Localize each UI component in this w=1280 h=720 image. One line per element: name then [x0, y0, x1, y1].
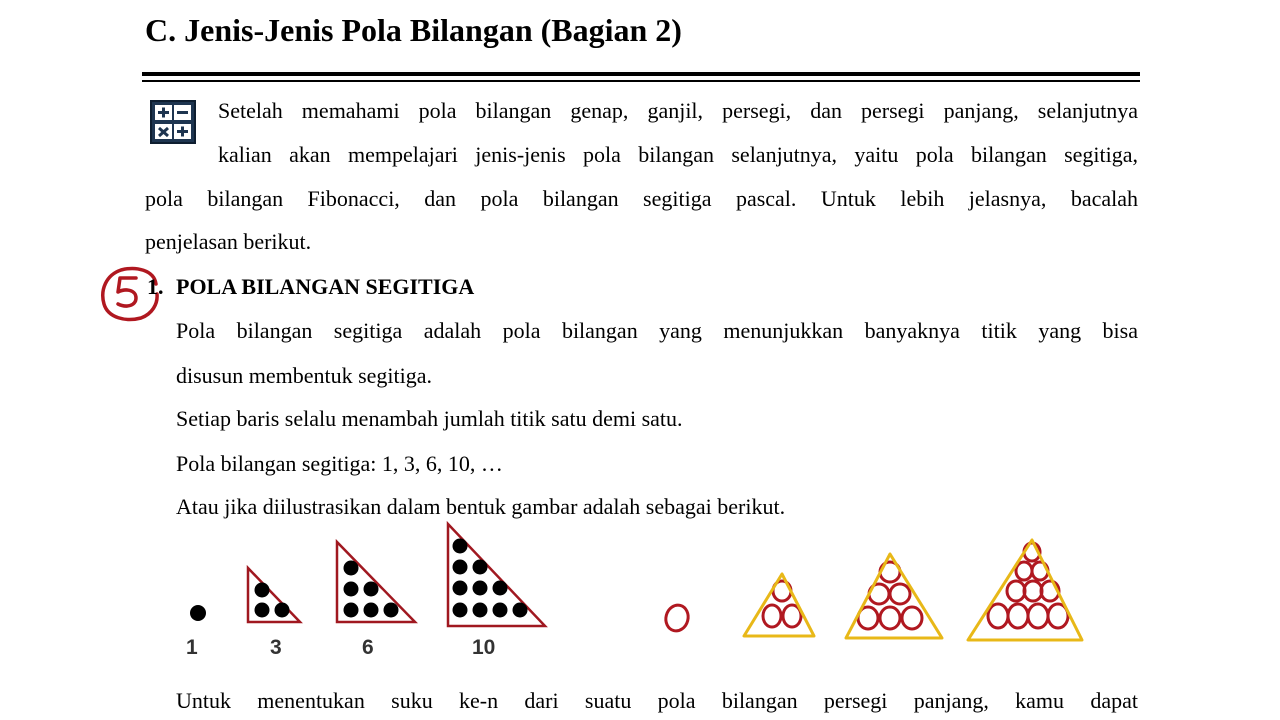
dot: [513, 603, 528, 618]
figure-label-3: 3: [270, 636, 282, 659]
dot: [453, 603, 468, 618]
intro-line-2: kalian akan mempelajari jenis-jenis pola bilangan selanjutnya, yaitu pola bilangan segitiga,: [218, 142, 1138, 167]
dot: [384, 603, 399, 618]
dot: [453, 539, 468, 554]
subsection-number: 1.: [147, 274, 164, 299]
dot: [473, 603, 488, 618]
intro-line-3: pola bilangan Fibonacci, dan pola bilangan segitiga pascal. Untuk lebih jelasnya, bacalah: [145, 186, 1138, 211]
definition-line-1: Pola bilangan segitiga adalah pola bilangan yang menunjukkan banyaknya titik yang bisa: [176, 318, 1138, 343]
dot: [275, 603, 290, 618]
rule-text: Setiap baris selalu menambah jumlah titik satu demi satu.: [176, 406, 683, 431]
illustration-intro: Atau jika diilustrasikan dalam bentuk gambar adalah sebagai berikut.: [176, 494, 786, 519]
dot: [473, 581, 488, 596]
dot: [344, 561, 359, 576]
dot: [453, 560, 468, 575]
figure-label-1: 1: [186, 636, 198, 659]
dot: [473, 560, 488, 575]
definition-line-2: disusun membentuk segitiga.: [176, 363, 433, 388]
intro-line-1: Setelah memahami pola bilangan genap, ganjil, persegi, dan persegi panjang, selanjutnya: [218, 98, 1138, 123]
figure-label-6: 6: [362, 636, 374, 659]
figure-label-10: 10: [472, 636, 496, 659]
subsection-heading: POLA BILANGAN SEGITIGA: [176, 274, 475, 299]
dot: [493, 603, 508, 618]
dot: [453, 581, 468, 596]
handdrawn-triangle-3: [744, 574, 814, 636]
intro-line-4: penjelasan berikut.: [145, 229, 312, 254]
calculator-icon: [150, 100, 196, 144]
dot: [190, 605, 206, 621]
dot: [344, 603, 359, 618]
pattern-text: Pola bilangan segitiga: 1, 3, 6, 10, …: [176, 451, 503, 476]
dot: [255, 603, 270, 618]
section-title: C. Jenis-Jenis Pola Bilangan (Bagian 2): [145, 12, 682, 48]
dot: [364, 582, 379, 597]
dot: [493, 581, 508, 596]
dot: [364, 603, 379, 618]
dot: [255, 583, 270, 598]
closing-line: Untuk menentukan suku ke-n dari suatu pola bilangan persegi panjang, kamu dapat: [176, 688, 1138, 713]
title-rule-thick: [142, 72, 1140, 76]
dot: [344, 582, 359, 597]
handdrawn-triangles-figure: [650, 536, 1090, 648]
title-rule-thin: [142, 80, 1140, 82]
